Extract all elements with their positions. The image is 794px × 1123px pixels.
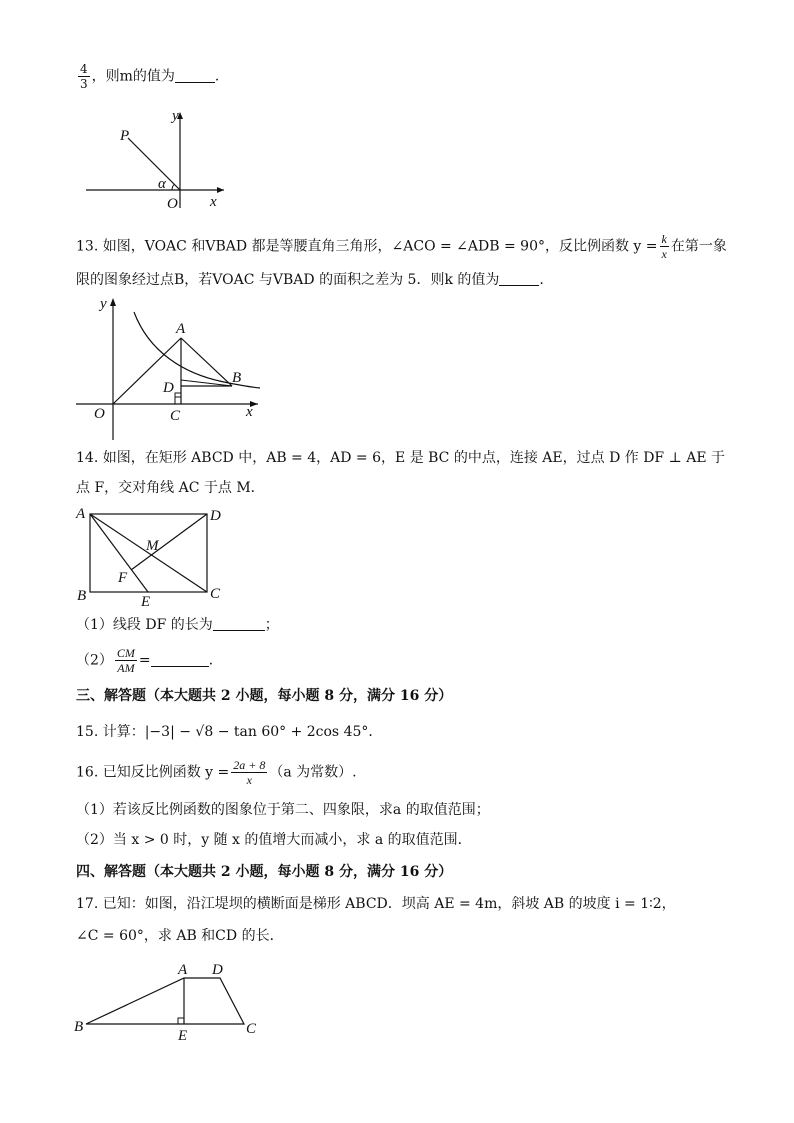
answer-blank[interactable] — [499, 271, 539, 286]
q14-line1: 14. 如图，在矩形 ABCD 中，AB = 4，AD = 6，E 是 BC 的中点，连接 AE，过点 D 作 DF ⊥ AE 于 — [76, 450, 725, 466]
fraction — [115, 646, 137, 675]
q12-end: . — [214, 68, 220, 85]
q14-part1-text: （1）线段 DF 的长为 — [76, 617, 213, 633]
label-E: E — [178, 1028, 188, 1044]
answer-blank[interactable] — [213, 616, 265, 631]
label-D: D — [212, 962, 223, 978]
section-3-heading: 三、解答题（本大题共 2 小题，每小题 8 分，满分 16 分） — [76, 688, 453, 704]
q14-part2-text: （2） — [76, 652, 113, 669]
q16-part2: （2）当 x > 0 时，y 随 x 的值增大而减小，求 a 的取值范围． — [76, 832, 472, 848]
q15: 15. 计算：|−3| − √8 − tan 60° + 2cos 45°． — [76, 724, 383, 740]
label-A: A — [178, 962, 188, 978]
figure-13 — [74, 292, 270, 442]
label-A: A — [176, 321, 186, 337]
label-C: C — [210, 586, 221, 602]
fraction-denominator: x — [246, 773, 252, 787]
fraction-denominator: x — [661, 247, 667, 261]
fraction-numerator: 2a + 8 — [233, 758, 266, 772]
fraction-denominator: 3 — [80, 77, 88, 91]
label-B: B — [74, 1019, 84, 1035]
label-M: M — [146, 538, 159, 554]
q14-part1-end: ； — [264, 617, 279, 633]
label-alpha: α — [158, 176, 166, 192]
label-D: D — [163, 380, 174, 396]
q16-line1 — [76, 758, 357, 787]
q17-line1: 17. 已知：如图，沿江堤坝的横断面是梯形 ABCD．坝高 AE = 4m，斜坡 AB 的坡度 i = 1∶2， — [76, 896, 676, 912]
fraction-numerator: 4 — [80, 62, 88, 76]
label-F: F — [118, 570, 128, 586]
answer-blank[interactable] — [175, 68, 215, 83]
fraction-numerator: CM — [116, 646, 135, 660]
q16-text-b: （a 为常数）. — [269, 764, 357, 781]
label-B: B — [232, 370, 242, 386]
q13-end: . — [539, 272, 544, 288]
q13-line2 — [76, 270, 544, 290]
label-C: C — [170, 408, 181, 424]
label-O: O — [94, 406, 105, 422]
q14-part2-end: . — [208, 652, 214, 669]
label-x: x — [246, 404, 253, 420]
figure-14 — [74, 502, 230, 610]
q16-text-a: 16. 已知反比例函数 y = — [76, 764, 230, 781]
q14-line2: 点 F，交对角线 AC 于点 M． — [76, 480, 265, 496]
answer-blank[interactable] — [151, 652, 209, 667]
label-B: B — [77, 588, 87, 604]
fraction — [660, 232, 669, 261]
label-C: C — [246, 1021, 257, 1037]
q13-line1 — [76, 232, 727, 261]
q14-part2-eq: = — [138, 652, 151, 669]
label-A: A — [76, 506, 86, 522]
label-P: P — [120, 128, 130, 144]
section-4-heading: 四、解答题（本大题共 2 小题，每小题 8 分，满分 16 分） — [76, 864, 453, 880]
fraction-denominator: AM — [117, 661, 135, 675]
fraction — [78, 62, 90, 91]
label-O: O — [167, 196, 178, 212]
label-E: E — [141, 594, 151, 610]
q13-text-c: 限的图象经过点B，若VOAC 与VBAD 的面积之差为 5．则k 的值为 — [76, 272, 500, 288]
q13-text-b: 在第一象 — [670, 238, 727, 255]
q16-part1: （1）若该反比例函数的图象位于第二、四象限，求a 的取值范围； — [76, 802, 490, 818]
fraction — [231, 758, 267, 787]
label-y: y — [172, 108, 179, 124]
q12-text: ，则m的值为 — [91, 68, 175, 85]
figure-12 — [84, 108, 234, 213]
label-D: D — [210, 508, 221, 524]
label-x: x — [210, 194, 217, 210]
q14-part1 — [76, 615, 279, 635]
q13-text-a: 13. 如图，VOAC 和VBAD 都是等腰直角三角形，∠ACO = ∠ADB = 90°，反比例函数 y = — [76, 238, 658, 255]
q12-tail — [76, 62, 219, 91]
q14-part2 — [76, 646, 213, 675]
q17-line2: ∠C = 60°，求 AB 和CD 的长． — [76, 928, 284, 944]
figure-17 — [72, 958, 272, 1044]
label-y: y — [100, 296, 107, 312]
fraction-numerator: k — [661, 232, 667, 246]
